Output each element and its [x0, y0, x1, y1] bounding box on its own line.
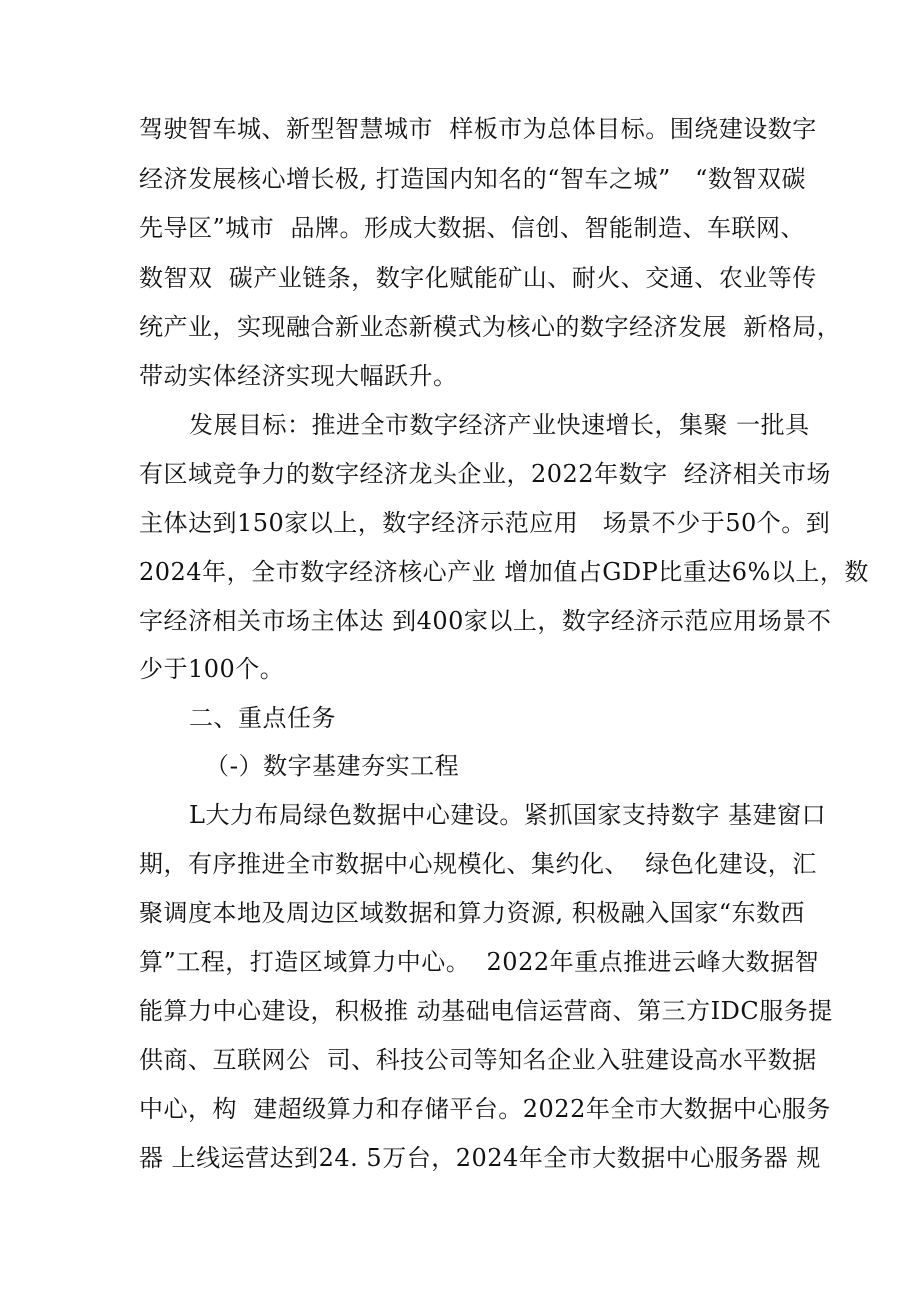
task1-line-7: 中心，构 建超级算力和存储平台。2022年全市大数据中心服务 [139, 1095, 831, 1123]
intro-line-6: 带动实体经济实现大幅跃升。 [139, 362, 458, 390]
goals-line-1: 发展目标：推进全市数字经济产业快速增长，集聚 一批具 [189, 411, 810, 439]
intro-line-3: 先导区”城市 品牌。形成大数据、信创、智能制造、车联网、 [139, 214, 806, 242]
intro-line-1: 驾驶智车城、新型智慧城市 样板市为总体目标。围绕建设数字 [139, 115, 817, 143]
goals-line-5: 字经济相关市场主体达 到400家以上，数字经济示范应用场景不 [139, 607, 832, 635]
task1-line-4: 算”工程，打造区域算力中心。 2022年重点推进云峰大数据智 [139, 948, 820, 976]
task1-line-5: 能算力中心建设，积极推 动基础电信运营商、第三方IDC服务提 [139, 997, 833, 1025]
goals-line-4: 2024年，全市数字经济核心产业 增加值占GDP比重达6%以上，数 [139, 558, 869, 586]
intro-line-2: 经济发展核心增长极, 打造国内知名的“智车之城” “数智双碳 [139, 165, 806, 193]
task1-line-1: L大力布局绿色数据中心建设。紧抓国家支持数字 基建窗口 [189, 801, 827, 829]
subsection-heading: （-）数字基建夯实工程 [205, 752, 460, 780]
task1-line-8: 器 上线运营达到24. 5万台，2024年全市大数据中心服务器 规 [139, 1144, 821, 1172]
goals-line-3: 主体达到150家以上，数字经济示范应用 场景不少于50个。到 [139, 509, 831, 537]
intro-line-4: 数智双 碳产业链条，数字化赋能矿山、耐火、交通、农业等传 [139, 264, 817, 292]
goals-line-2: 有区域竞争力的数字经济龙头企业，2022年数字 经济相关市场 [139, 460, 831, 488]
section-heading: 二、重点任务 [189, 704, 336, 732]
goals-line-6: 少于100个。 [139, 655, 285, 683]
task1-line-6: 供商、互联网公 司、科技公司等知名企业入驻建设高水平数据 [139, 1046, 817, 1074]
intro-line-5: 统产业，实现融合新业态新模式为核心的数字经济发展 新格局， [139, 313, 842, 341]
task1-line-3: 聚调度本地及周边区域数据和算力资源, 积极融入国家“东数西 [139, 899, 806, 927]
task1-line-2: 期，有序推进全市数据中心规模化、集约化、 绿色化建设，汇 [139, 850, 817, 878]
